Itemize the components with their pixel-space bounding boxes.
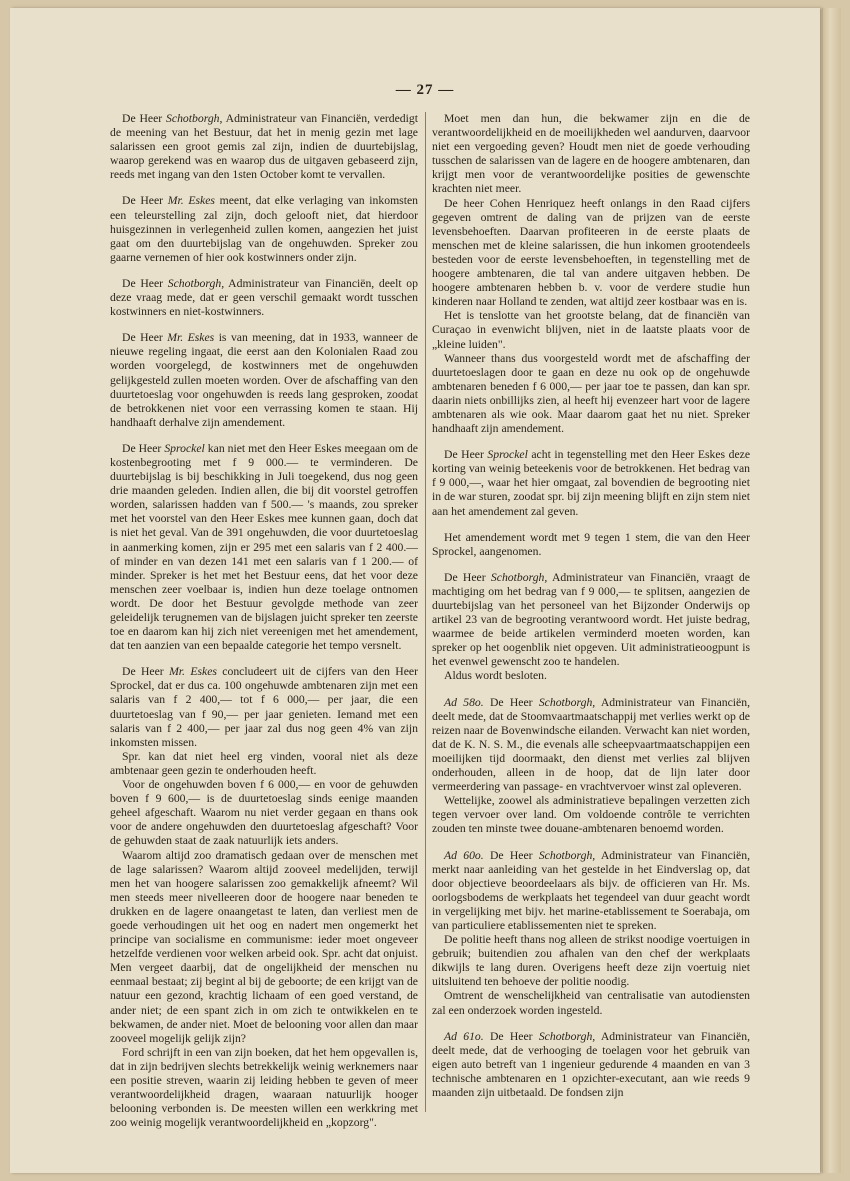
paragraph-text: Wanneer thans dus voorgesteld wordt met de afschaffing der duurtetoeslagen door te gaan en deze nu ook op de ongehuwde ambtenaren beneden f 6 000,— per jaar toe te passen, dan kan spr. daarin niets onbillijks zien, al heeft hij evenzeer hart voor de lagere ambtenaren als wie ook. Maar daarom gaat het nu niet. Spreker handhaaft zijn amendement. (432, 351, 750, 436)
paragraph (110, 665, 418, 750)
paragraph (432, 794, 750, 836)
paragraph-text: De Heer (444, 570, 491, 584)
speaker-name: Mr. Eskes (167, 194, 215, 208)
paragraph-text: De Heer (122, 665, 170, 679)
paragraph (432, 352, 750, 437)
paragraph-text: Administrateur van Financiën, deelt mede, dat de Stoomvaartmaatschappij met verlies werkt op de reizen naar de Bovenwindsche eilanden. Verwacht kan niet worden, dat de K. N. S. M., die evenals alle scheepvaartmaatschappijen een moeilijken tijd doormaakt, den dienst met verlies zal blijven onderhouden, alleen in de hoop, dat de lijn later door vermeerdering van passage- en vrachtvervoer winst zal opleveren. (432, 695, 751, 794)
paragraph-text: De Heer (122, 194, 168, 208)
speaker-name: Ad 61o. (444, 1029, 484, 1043)
speaker-name: Schotborgh, (490, 570, 548, 584)
speaker-name: Mr. Eskes (169, 665, 217, 679)
right-column (432, 112, 750, 1100)
speaker-name: Schotborgh, (538, 848, 596, 862)
left-column (110, 112, 418, 1130)
paragraph-text: Omtrent de wenschelijkheid van centralisatie van autodiensten zal een onderzoek worden ingesteld. (432, 989, 750, 1017)
paragraph (110, 442, 418, 653)
speaker-name: Mr. Eskes (167, 331, 215, 345)
paragraph (432, 571, 750, 670)
paragraph-text: is van meening, dat in 1933, wanneer de nieuwe regeling ingaat, die eerst aan den Kolonialen Raad zou worden voorgelegd, de kostwinners met de ongehuwden gelijkgesteld zullen moeten worden. Over de afschaffing van den duurtetoeslag voor ongehuwden is reeds lang gesproken, zoodat de betrokkenen niet voor een verrassing komen te staan. Hij handhaaft derhalve zijn amendement. (110, 331, 418, 429)
paragraph-text: kan niet met den Heer Eskes meegaan om de kostenbegrooting met f 9 000.— te verminderen. De duurtebijslag is bij beschikking in Juli toegekend, dus nog geen drie maanden geleden. Indien allen, die bij dit voorstel getroffen worden, salarissen hadden van f 500.— 's maands, zou spreker met het voorstel van den Heer Eskes mee kunnen gaan, doch dat is niet het geval. Van de 391 ongehuwden, die voor duurtetoeslag in aanmerking komen, zijn er 295 met een salaris van f 2 400.— of minder en van dezen 141 met een salaris van f 1 200.— of minder. Spreker is het met het Bestuur eens, dat het voor deze menschen zeer voelbaar is, indien hun deze toelage ontnomen wordt. De door het Bestuur gevolgde methode van zeer geleidelijk terugnemen van de bijslagen juicht spreker ten zeerste toe en daarom kan hij zich niet vereenigen met het amendement, dat ten aanzien van een bepaalde categorie het tempo versnelt. (110, 441, 418, 653)
paragraph (432, 448, 750, 518)
paragraph (110, 331, 418, 430)
paragraph-text: De Heer (122, 331, 168, 345)
paragraph-text: De Heer (122, 441, 165, 455)
paragraph-text: De Heer (444, 448, 488, 462)
speaker-name: Schotborgh, (166, 112, 223, 125)
paragraph (432, 989, 750, 1017)
paragraph-text: Administrateur van Financiën, vraagt de machtiging om het bedrag van f 9 000,— te splitsen, aangezien de duurtebijslag van het personeel van het Bijzonder Onderwijs op artikel 23 van de begrooting verantwoord wordt. Het juiste bedrag, waarmee de beide artikelen verminderd moeten worden, kan spreker op het oogenblik niet opgeven. Uit administratieoogpunt is het evenwel gewenscht zoo te handelen. (432, 570, 750, 669)
paragraph (110, 1046, 418, 1131)
paragraph (432, 696, 750, 795)
speaker-name: Schotborgh, (538, 1029, 596, 1043)
paragraph-text: Administrateur van Financiën, merkt naar aanleiding van het gestelde in het Eindverslag op, dat door objectieve beoordeelaars als bijv. de officieren van Hr. Ms. oorlogsbodems de werkplaats het tegendeel van duur geacht wordt in vergelijking met bijv. het marine-etablissement te Soerabaja, om van particuliere etablissementen niet te spreken. (432, 848, 751, 932)
speaker-name: Ad 60o. (444, 848, 484, 862)
paragraph-text: Het amendement wordt met 9 tegen 1 stem, die van den Heer Sprockel, aangenomen. (432, 530, 750, 558)
paragraph (110, 194, 418, 264)
paragraph-text: Moet men dan hun, die bekwamer zijn en die de verantwoordelijkheid en de moeilijkheden wel aandurven, daarvoor niet een vergoeding geven? Houdt men niet de goede verhouding tusschen de salarissen van de lagere en de hoogere ambtenaren, dan krijgt men voor de verantwoordelijke posities de gewenschte krachten niet meer. (432, 112, 750, 196)
paragraph-text: De Heer (483, 848, 539, 862)
paragraph-text: Ford schrijft in een van zijn boeken, dat het hem opgevallen is, dat in zijn bedrijven slechts betrekkelijk weinig werknemers naar een positie streven, waarin zij leiding hebben te geven of meer verantwoordelijkheid dragen, waaraan natuurlijk hooger belooning verbonden is. De meesten willen een werkkring met zoo weinig mogelijk verantwoordelijkheid en „kopzorg". (110, 1045, 418, 1130)
paragraph-text: Spr. kan dat niet heel erg vinden, vooral niet als deze ambtenaar geen gezin te onderhouden heeft. (110, 749, 418, 777)
paragraph-text: meent, dat elke verlaging van inkomsten een teleurstelling zal zijn, doch gelooft niet, dat hierdoor huisgezinnen in verlegenheid zullen komen, aangezien het juist gaat om den duurtebijslag van de ongehuwden. Spreker zou gaarne vernemen of hier ook kostwinners onder zijn. (110, 194, 418, 264)
paragraph-text: De Heer (483, 1029, 539, 1043)
paragraph (110, 778, 418, 848)
paragraph (432, 197, 750, 310)
paragraph (432, 531, 750, 559)
paragraph-text: Administrateur van Financiën, deelt op deze vraag mede, dat er geen verschil gemaakt wordt tusschen kostwinners en niet-kostwinners. (110, 276, 418, 319)
paragraph (432, 933, 750, 989)
paragraph (110, 277, 418, 319)
paragraph (432, 849, 750, 934)
paragraph-text: Administrateur van Financiën, deelt mede, dat de verhooging de toelagen voor het gebruik van eigen auto betreft van 1 ingenieur gedurende 4 maanden en van 3 technische ambtenaren en 1 opzichter-executant, aan wie reeds 9 maanden zijn uitbetaald. De fondsen zijn (432, 1029, 751, 1099)
paragraph-text: Wettelijke, zoowel als administratieve bepalingen verzetten zich tegen vervoer over land. Om voldoende contrôle te verrichten zouden ten minste twee douane-ambtenaren benoemd worden. (432, 794, 750, 836)
next-page-edge (822, 8, 841, 1173)
paragraph (110, 112, 418, 182)
paragraph-text: Voor de ongehuwden boven f 6 000,— en voor de gehuwden boven f 9 600,— is de duurtetoeslag sinds eenige maanden geheel afgeschaft. Waarom nu niet verder gegaan en thans ook voor de andere ongehuwden den duurtetoeslag afgeschaft? Voor de gehuwden staat de zaak natuurlijk iets anders. (110, 778, 418, 848)
paragraph-text: Waarom altijd zoo dramatisch gedaan over de menschen met de lage salarissen? Waarom altijd zooveel medelijden, terwijl men het van hoogere salarissen zoo gemakkelijk afneemt? Wil men steeds meer nivelleeren door de hoogere naar beneden te drukken en de lagere onaangetast te laten, dan verliest men de goede verhoudingen uit het oog en nadert men ongemerkt het principe van socialisme en communisme: ieder moet ongeveer hetzelfde verdienen voor welken arbeid ook. Spr. acht dat onjuist. Men vergeet daarbij, dat de ongelijkheid der menschen nu eenmaal bestaat; zij begint al bij de geboorte; de een krijgt van de natuur een gezond, krachtig lichaam of een goed verstand, de ander niet; de een spant zich in om zich te ontwikkelen en te bekwamen, de ander niet. Moet de belooning voor allen dan maar zooveel mogelijk gelijk zijn? (110, 848, 418, 1045)
speaker-name: Schotborgh, (167, 276, 225, 290)
paragraph (110, 849, 418, 1046)
paragraph-text: De Heer (122, 276, 168, 290)
paragraph-text: Administrateur van Financiën, verdedigt de meening van het Bestuur, dat het in menig gezin met lage salarissen een groot gemis zal zijn, indien de duurtebijslag, waarop gerekend was en waarop dus de uitgaven gebaseerd zijn, reeds met ingang van den 1sten October komt te vervallen. (110, 112, 418, 182)
paragraph-text: acht in tegenstelling met den Heer Eskes deze korting van weinig beteekenis voor de betrokkenen. Het bedrag van f 9 000,—, waar het hier omgaat, zal bovendien de begrooting niet in de war sturen, zoodat spr. bij zijn meening blijft en zijn stem niet aan het amendement zal geven. (432, 448, 751, 518)
paragraph (432, 669, 750, 683)
paragraph (432, 309, 750, 351)
paragraph-text: Het is tenslotte van het grootste belang, dat de financiën van Curaçao in evenwicht blijven, niet in de laatste plaats voor de „kleine luiden". (432, 309, 750, 351)
paragraph (432, 1030, 750, 1100)
paragraph-text: De politie heeft thans nog alleen de strikst noodige voertuigen in gebruik; buitendien zou afhalen van den chef der werkplaats dikwijls te lang duren. Overigens heeft deze zijn voertuig niet uitsluitend ten behoeve der politie noodig. (432, 933, 750, 989)
paragraph-text: Aldus wordt besloten. (444, 669, 547, 683)
speaker-name: Sprockel (487, 448, 528, 462)
paragraph (432, 112, 750, 197)
paragraph-text: concludeert uit de cijfers van den Heer Sprockel, dat er dus ca. 100 ongehuwde ambtenaren zijn met een salaris van f 2 400,— tot f 6 000,— per jaar, die een duurtetoeslag van f 90,— per jaar genieten. Iemand met een salaris van f 2 400,— per jaar zal dus nog geen 4% van zijn inkomsten missen. (110, 665, 418, 749)
speaker-name: Schotborgh, (538, 695, 596, 709)
column-divider (425, 112, 426, 1112)
speaker-name: Ad 58o. (444, 695, 484, 709)
paragraph (110, 750, 418, 778)
paragraph-text: De Heer (122, 112, 167, 125)
paragraph-text: De Heer (483, 695, 539, 709)
page-number: — 27 — (395, 82, 455, 98)
paragraph-text: De heer Cohen Henriquez heeft onlangs in den Raad cijfers gegeven omtrent de daling van de prijzen van de eerste levensbehoeften. Daarvan profiteeren in de eerste plaats de menschen met de kleine salarissen, die hun inkomen grootendeels besteden voor de eerste levensbehoeften, in tegenstelling met de hoogere ambtenaren, die tal van andere uitgaven hebben. De hoogere ambtenaren hebben b. v. voor de verdere studie hun kinderen naar Holland te zenden, wat altijd zeer kostbaar was en is. (432, 196, 750, 309)
speaker-name: Sprockel (164, 441, 205, 455)
